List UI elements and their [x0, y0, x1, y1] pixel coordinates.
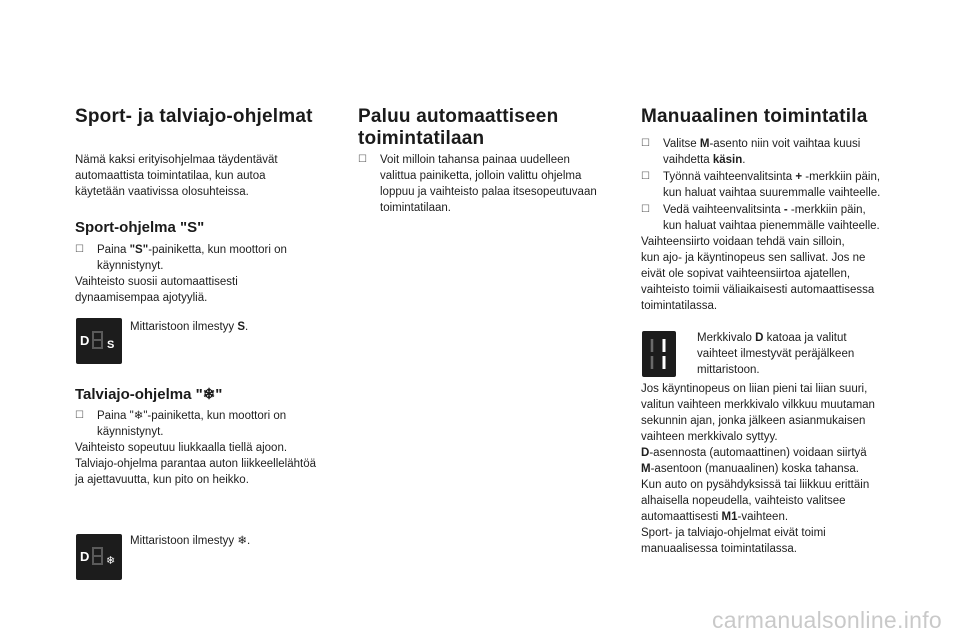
sport-caption: Mittaristoon ilmestyy S. [130, 321, 249, 333]
sport-text: Vaihteisto suosii automaattisesti dynaamisempaa ajotyyliä. [75, 276, 238, 304]
svg-text:❄: ❄ [106, 554, 116, 567]
winter-display-icon [76, 534, 122, 580]
bullet-box-icon: ☐ [75, 410, 84, 421]
bullet-box-icon: ☐ [75, 244, 84, 255]
manual-display-tile [642, 331, 676, 377]
winter-bullet: ☐ Paina "❄"-painiketta, kun moottori on käynnistynyt. [75, 410, 287, 438]
intro-paragraph: Nämä kaksi erityisohjelmaa täydentävät automaattista toimintatilaa, kun autoa käytetään vaativissa olosuhteissa. [75, 154, 278, 198]
sport-bullet: ☐ Paina "S"-painiketta, kun moottori on käynnistynyt. [75, 244, 287, 272]
manual-text-3: D-asennosta (automaattinen) voidaan siirtyä M-asentoon (manuaalinen) koska tahansa. [641, 447, 867, 475]
winter-display-tile [76, 534, 122, 580]
manual-text-4: Kun auto on pysähdyksissä tai liikkuu erittäin alhaisella nopeudella, vaihteisto valitsee automaattisesti M1-vaihteen. [641, 479, 870, 523]
bullet-box-icon: ☐ [641, 171, 650, 182]
winter-caption: Mittaristoon ilmestyy ❄. [130, 535, 251, 547]
winter-text: Vaihteisto sopeutuu liukkaalla tiellä ajoon. Talviajo-ohjelma parantaa auton liikkeellelähtöä ja ajettavuutta, kun pito on heikko. [75, 442, 317, 486]
manual-text-5: Sport- ja talviajo-ohjelmat eivät toimi manuaalisessa toimintatilassa. [641, 527, 826, 555]
bullet-box-icon: ☐ [641, 138, 650, 149]
svg-text:S: S [107, 339, 115, 351]
bullet-box-icon: ☐ [358, 154, 367, 165]
manual-caption: Merkkivalo D katoaa ja valitut vaihteet ilmestyvät peräjälkeen mittaristoon. [697, 332, 855, 376]
heading-return-automatic: Paluu automaattiseen toimintatilaan [358, 106, 559, 149]
manual-bullet-3: ☐ Vedä vaihteenvalitsinta - -merkkiin päin, kun haluat vaihtaa pienemmälle vaihteelle. [641, 204, 880, 232]
heading-sport-winter: Sport- ja talviajo-ohjelmat [75, 106, 313, 127]
manual-gear-display-icon [642, 331, 676, 377]
svg-text:D: D [80, 333, 90, 348]
manual-text-2: Jos käyntinopeus on liian pieni tai liian suuri, valitun vaihteen merkkivalo vilkkuu muutaman sekunnin ajan, jonka jälkeen asianmukaisen vaihteen merkkivalo syttyy. [641, 383, 875, 443]
return-bullet: ☐ Voit milloin tahansa painaa uudelleen valittua painiketta, jolloin valittu ohjelma loppuu ja vaihteisto palaa itsesopeutuvaan toimintatilaan. [358, 154, 597, 214]
manual-text-1: Vaihteensiirto voidaan tehdä vain silloin, kun ajo- ja käyntinopeus sen sallivat. Jos ne eivät ole sopivat vaihteensiirtoa ajatellen, vaihteisto toimii väliaikaisesti automaattisessa toimintatilassa. [641, 236, 875, 312]
watermark: carmanualsonline.info [711, 607, 942, 633]
heading-winter-program: Talviajo-ohjelma "❄" [75, 386, 223, 403]
manual-bullet-2: ☐ Työnnä vaihteenvalitsinta + -merkkiin päin, kun haluat vaihtaa suuremmalle vaihteelle. [641, 171, 881, 199]
sport-display-icon [76, 318, 122, 364]
svg-text:D: D [80, 549, 90, 564]
bullet-box-icon: ☐ [641, 204, 650, 215]
sport-display-tile [76, 318, 122, 364]
manual-bullet-1: ☐ Valitse M-asento niin voit vaihtaa kuusi vaihdetta käsin. [641, 138, 861, 166]
heading-manual-mode: Manuaalinen toimintatila [641, 106, 868, 127]
heading-sport-program: Sport-ohjelma "S" [75, 219, 205, 236]
